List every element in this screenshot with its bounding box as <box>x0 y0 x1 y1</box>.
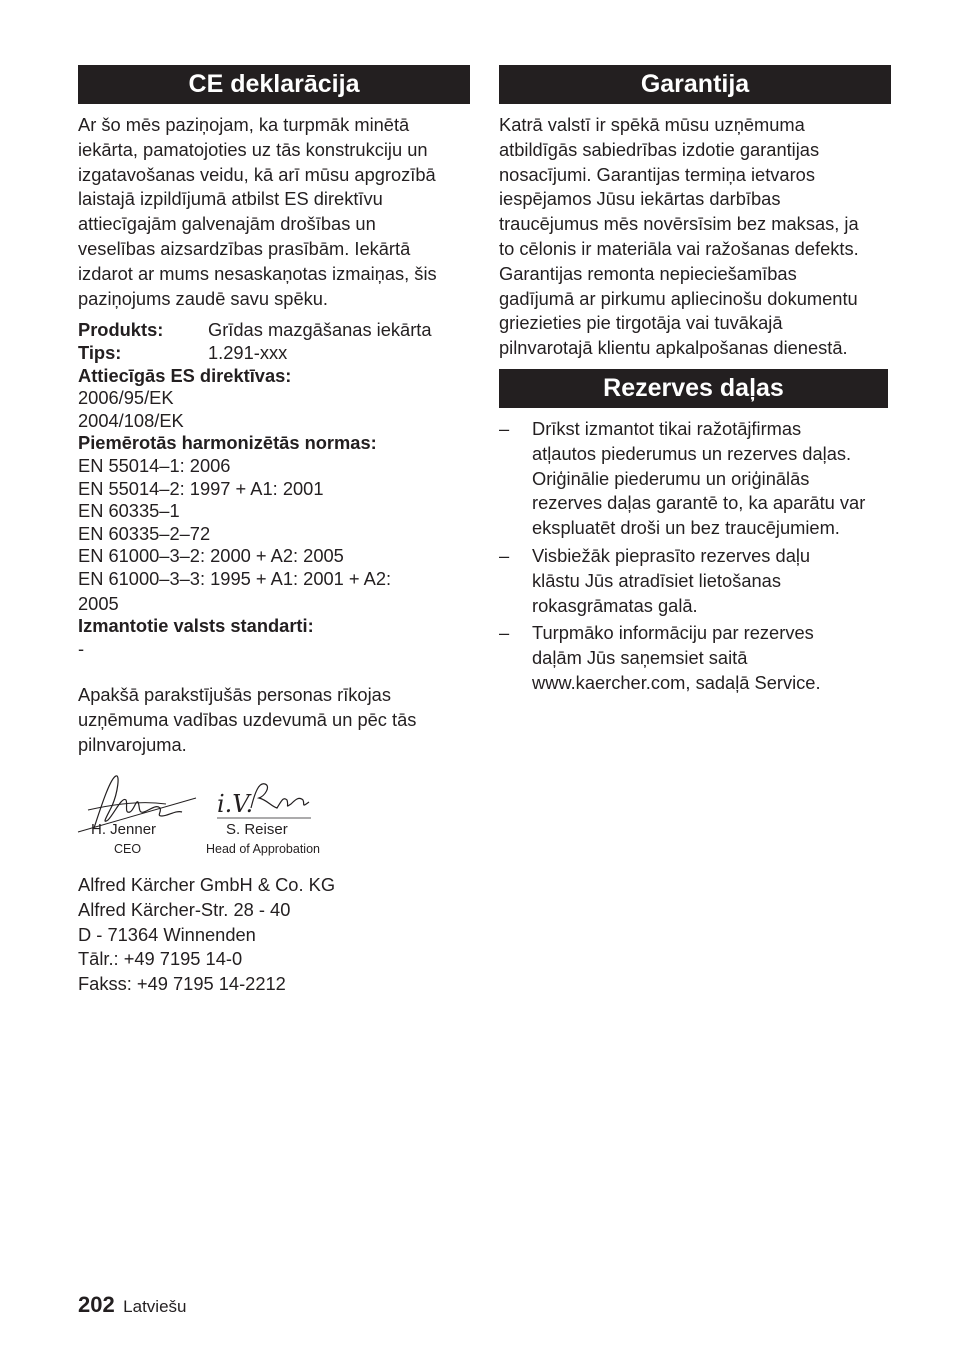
list-item <box>499 621 891 695</box>
type-label: Tips: <box>78 341 122 363</box>
ce-declaration-heading: CE deklarācija <box>78 65 470 104</box>
list-item <box>499 417 891 541</box>
address-line: Fakss: +49 7195 14-2212 <box>78 973 286 995</box>
address-line: Alfred Kärcher GmbH & Co. KG <box>78 874 336 895</box>
text-line: Oriģinālie piederumu un oriģinālās <box>532 467 810 489</box>
directive-item: 2006/95/EK <box>78 387 174 409</box>
text-line: klāstu Jūs atradīsiet lietošanas <box>532 569 781 591</box>
text-line: izdarot ar mums nesaskaņotas izmaiņas, šis <box>78 262 437 284</box>
text-line: uzņēmuma vadības uzdevumā un pēc tās <box>78 709 417 731</box>
norm-item: EN 61000–3–2: 2000 + A2: 2005 <box>78 545 344 567</box>
text-line: pilnvarotajā klientu apkalpošanas dienestā. <box>499 337 848 359</box>
signer1-name: H. Jenner <box>91 821 157 838</box>
text-line: paziņojums zaudē savu spēku. <box>78 287 328 309</box>
warranty-column <box>499 65 891 696</box>
text-line: Ar šo mēs paziņojam, ka turpmāk minētā <box>78 114 410 135</box>
signer1-title: CEO <box>114 842 142 856</box>
text-line: Visbiežāk pieprasīto rezerves daļu <box>532 544 811 566</box>
type-value: 1.291-xxx <box>208 341 288 363</box>
list-item-text <box>532 621 891 695</box>
product-value: Grīdas mazgāšanas iekārta <box>208 319 432 341</box>
directive-item: 2004/108/EK <box>78 409 184 431</box>
directives-heading: Attiecīgās ES direktīvas: <box>78 364 292 386</box>
text-line: rokasgrāmatas galā. <box>532 594 698 616</box>
text-line: Turpmāko informāciju par rezerves <box>532 622 814 644</box>
text-line: Katrā valstī ir spēkā mūsu uzņēmuma <box>499 114 805 135</box>
page-footer <box>78 1292 187 1318</box>
text-line: iekārta, pamatojoties uz tās konstrukciju un <box>78 138 428 160</box>
text-line: ekspluatēt droši un bez traucējumiem. <box>532 517 840 539</box>
address-line: Tālr.: +49 7195 14-0 <box>78 948 243 970</box>
product-row <box>78 319 470 342</box>
text-line: atļautos piederumus un rezerves daļas. <box>532 442 852 464</box>
norm-item: EN 55014–1: 2006 <box>78 454 231 476</box>
list-item-text <box>532 417 891 541</box>
norm-item: EN 60335–1 <box>78 500 180 522</box>
national-standards-heading: Izmantotie valsts standarti: <box>78 615 314 637</box>
address-line: D - 71364 Winnenden <box>78 923 256 945</box>
list-item-text <box>532 544 891 618</box>
warranty-paragraph <box>499 113 891 361</box>
text-line: atbildīgās sabiedrības izdotie garantijas <box>499 138 820 160</box>
text-line: Drīkst izmantot tikai ražotājfirmas <box>532 417 802 439</box>
norm-item: EN 55014–2: 1997 + A1: 2001 <box>78 477 324 499</box>
text-line: Garantijas remonta nepieciešamības <box>499 262 797 284</box>
text-line: attiecīgajām galvenajām drošības un <box>78 213 376 235</box>
page-language: Latviešu <box>123 1297 187 1316</box>
dash-bullet: – <box>499 622 510 644</box>
warranty-heading: Garantija <box>499 65 891 104</box>
norms-heading: Piemērotās harmonizētās normas: <box>78 432 377 454</box>
norm-item: 2005 <box>78 592 119 614</box>
text-line: laistajā izpildījumā atbilst ES direktīvu <box>78 188 383 210</box>
signature-reiser-text: i.V. <box>217 790 254 818</box>
text-line: www.kaercher.com, sadaļā Service. <box>532 671 821 693</box>
company-address <box>78 873 470 997</box>
ce-intro-paragraph <box>78 113 470 311</box>
text-line: pilnvarojuma. <box>78 733 187 755</box>
text-line: daļām Jūs saņemsiet saitā <box>532 647 748 669</box>
text-line: to cēlonis ir materiāla vai ražošanas defekts. <box>499 237 859 259</box>
signer2-name: S. Reiser <box>226 821 288 838</box>
text-line: izgatavošanas veidu, kā arī mūsu apgrozībā <box>78 163 436 185</box>
page-number: 202 <box>78 1292 115 1317</box>
signers-intro-paragraph <box>78 683 470 757</box>
address-line: Alfred Kärcher-Str. 28 - 40 <box>78 898 291 920</box>
text-line: traucējumus mēs novērsīsim bez maksas, ja <box>499 213 859 235</box>
text-line: griezieties pie tirgotāja vai tuvākajā <box>499 312 783 334</box>
type-row <box>78 342 470 365</box>
product-spec-block <box>78 319 470 660</box>
spare-parts-list <box>499 417 891 696</box>
ce-declaration-column <box>78 65 470 758</box>
signature-reiser-image <box>215 778 315 823</box>
spare-parts-heading: Rezerves daļas <box>499 369 888 408</box>
list-item <box>499 544 891 618</box>
text-line: nosacījumi. Garantijas termiņa ietvaros <box>499 163 815 185</box>
signer2-title: Head of Approbation <box>206 842 320 856</box>
text-line: veselības aizsardzības prasībām. Iekārtā <box>78 237 411 259</box>
text-line: Apakšā parakstījušās personas rīkojas <box>78 684 391 706</box>
product-label: Produkts: <box>78 319 164 341</box>
national-standards-value: - <box>78 637 85 659</box>
text-line: gadījumā ar pirkumu apliecinošu dokumentu <box>499 287 858 309</box>
dash-bullet: – <box>499 417 510 439</box>
norm-item: EN 60335–2–72 <box>78 522 211 544</box>
text-line: iespējamos Jūsu iekārtas darbības <box>499 188 781 210</box>
dash-bullet: – <box>499 544 510 566</box>
text-line: rezerves daļas garantē to, ka aparātu var <box>532 492 866 514</box>
norm-item: EN 61000–3–3: 1995 + A1: 2001 + A2: <box>78 567 392 589</box>
